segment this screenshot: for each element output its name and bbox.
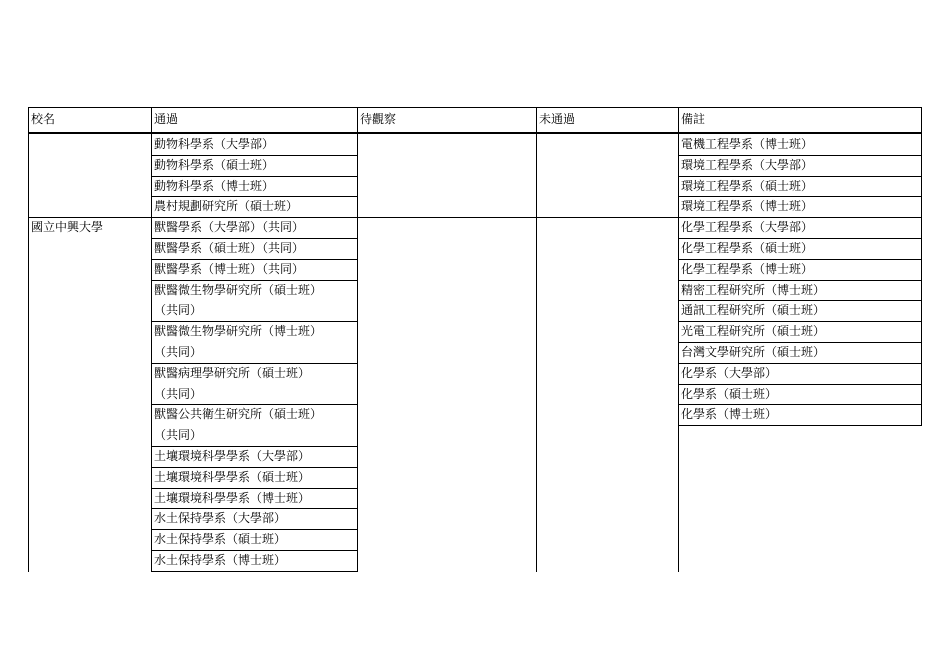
pass-item: 水土保持學系（大學部）: [154, 511, 287, 526]
pass-item: 農村規劃研究所（碩士班）: [154, 199, 299, 214]
remark-item: 化學系（大學部）: [681, 365, 778, 380]
remark-item: 化學工程學系（碩士班）: [681, 241, 814, 255]
header-fail: 未通過: [539, 112, 576, 126]
remark-item: 環境工程學系（博士班）: [681, 199, 814, 214]
row-divider: [678, 425, 922, 426]
pass-item: 水土保持學系（博士班）: [154, 553, 287, 567]
row-divider: [536, 217, 678, 218]
remark-item: 環境工程學系（碩士班）: [681, 178, 814, 193]
school-name: 國立中興大學: [31, 220, 104, 235]
column-divider: [357, 132, 358, 571]
row-divider: [357, 217, 536, 218]
pass-item: 獸醫微生物學研究所（博士班）: [154, 324, 323, 339]
pass-item: 獸醫微生物學研究所（碩士班）: [154, 282, 323, 297]
pass-item: （共同）: [154, 428, 203, 443]
pass-item: 獸醫病理學研究所（碩士班）: [154, 365, 311, 380]
pass-item: 土壤環境科學學系（博士班）: [154, 490, 311, 505]
remark-item: 化學工程學系（博士班）: [681, 261, 814, 276]
remark-item: 精密工程研究所（博士班）: [681, 282, 826, 297]
remark-item: 環境工程學系（大學部）: [681, 157, 814, 172]
pass-item: 土壤環境科學學系（大學部）: [154, 449, 311, 463]
remark-item: 電機工程學系（博士班）: [681, 137, 814, 151]
remark-item: 化學系（碩士班）: [681, 386, 778, 401]
pass-item: 獸醫公共衛生研究所（碩士班）: [154, 407, 323, 422]
remark-item: 化學工程學系（大學部）: [681, 220, 814, 235]
pass-item: （共同）: [154, 386, 203, 401]
pass-item: 獸醫學系（博士班）（共同）: [154, 261, 305, 276]
header-pass: 通過: [154, 112, 179, 126]
header-remark: 備註: [681, 112, 706, 126]
remark-item: 光電工程研究所（碩士班）: [681, 324, 826, 339]
pass-item: （共同）: [154, 303, 203, 318]
pass-item: 動物科學系（碩士班）: [154, 157, 275, 172]
column-divider: [921, 132, 922, 425]
remark-item: 化學系（博士班）: [681, 407, 778, 422]
pass-item: 水土保持學系（碩士班）: [154, 532, 287, 547]
remark-item: 通訊工程研究所（碩士班）: [681, 303, 826, 318]
row-divider: [151, 571, 358, 572]
header-school: 校名: [31, 112, 56, 126]
column-divider: [536, 107, 537, 572]
pass-item: 動物科學系（博士班）: [154, 178, 275, 193]
pass-item: 獸醫學系（大學部）（共同）: [154, 220, 305, 235]
column-divider: [28, 107, 29, 572]
pass-item: 獸醫學系（碩士班）（共同）: [154, 241, 305, 255]
pass-item: （共同）: [154, 345, 203, 359]
header-observe: 待觀察: [360, 112, 397, 126]
remark-item: 台灣文學研究所（碩士班）: [681, 345, 826, 359]
pass-item: 動物科學系（大學部）: [154, 137, 275, 151]
pass-item: 土壤環境科學學系（碩士班）: [154, 469, 311, 484]
column-divider: [921, 107, 922, 132]
